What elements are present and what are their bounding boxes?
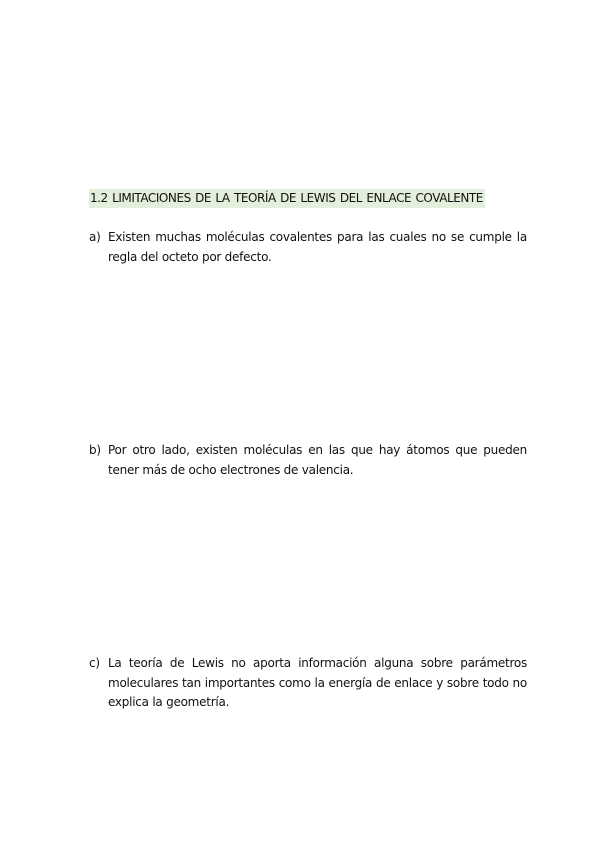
section-heading: 1.2 LIMITACIONES DE LA TEORÍA DE LEWIS DEL ENLACE COVALENTE — [89, 189, 485, 208]
list-item-c — [89, 654, 527, 713]
list-item-text: Existen muchas moléculas covalentes para las cuales no se cumple la regla del octeto por defecto. — [108, 230, 527, 264]
list-item-a — [89, 228, 527, 267]
list-marker: a) — [89, 230, 101, 244]
list-marker: c) — [89, 656, 100, 670]
list-marker: b) — [89, 443, 101, 457]
list-item-b — [89, 441, 527, 480]
list-item-text: La teoría de Lewis no aporta información alguna sobre parámetros moleculares tan importantes como la energía de enlace y sobre todo no explica la geometría. — [108, 656, 527, 709]
list-item-text: Por otro lado, existen moléculas en las que hay átomos que pueden tener más de ocho electrones de valencia. — [108, 443, 527, 477]
